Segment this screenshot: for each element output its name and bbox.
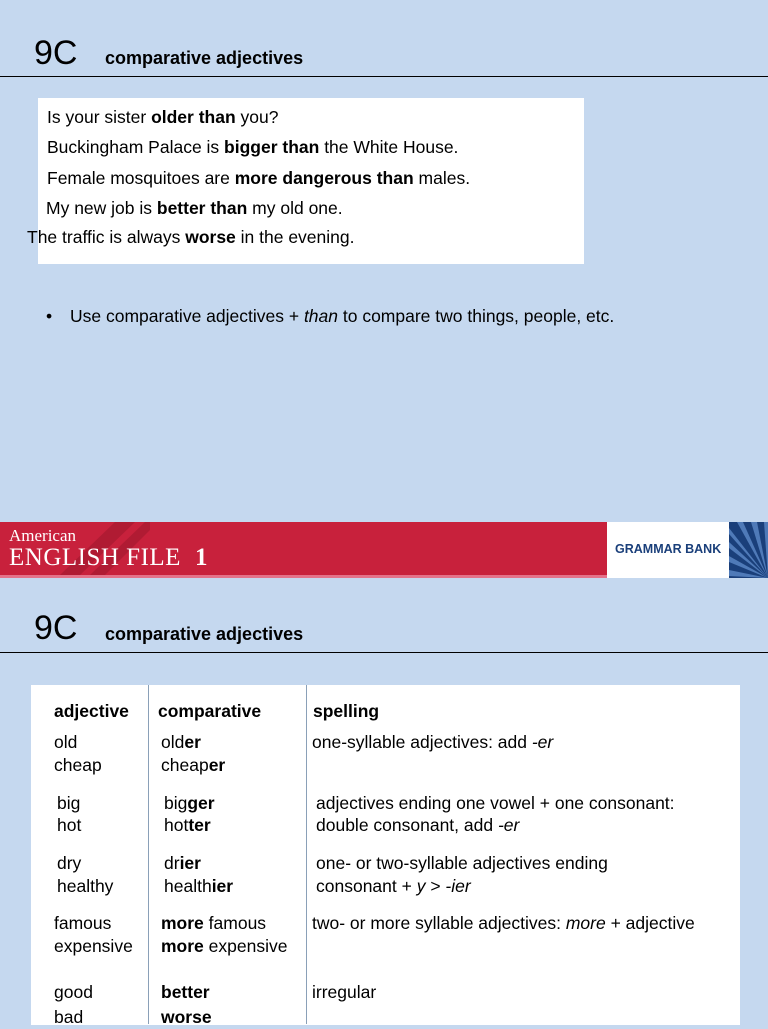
grammar-bank-tab [607, 522, 729, 578]
spelling-cell [312, 731, 553, 754]
text-run: double consonant, add [316, 815, 498, 835]
bold-text-run: er [184, 732, 201, 752]
text-run: to compare two things, people, etc. [338, 306, 615, 326]
text-run: consonant + [316, 876, 417, 896]
comparative-cell [161, 981, 210, 1004]
example-sentence [47, 137, 458, 157]
spelling-cell [312, 912, 695, 935]
adjective-cell: bad [54, 1007, 84, 1027]
text-run: you? [235, 107, 279, 127]
text-run: > [425, 876, 446, 896]
text-run: + adjective [605, 913, 695, 933]
section-divider [0, 76, 768, 77]
comparative-cell [161, 1006, 212, 1029]
italic-text-run: -ier [445, 876, 471, 896]
header-spelling: spelling [313, 701, 380, 721]
example-sentence [47, 168, 470, 188]
text-run: big [164, 793, 188, 813]
text-run: health [164, 876, 212, 896]
bullet-marker: • [46, 306, 53, 326]
text-run: one-syllable adjectives: add [312, 732, 532, 752]
banner-blue-corner [729, 522, 768, 578]
brand-american: American [9, 526, 77, 545]
adjective-cell: good [54, 982, 93, 1002]
italic-text-run: y [416, 876, 426, 896]
adjective-cell: healthy [57, 876, 114, 896]
bold-text-run: better [161, 982, 210, 1002]
example-sentence [46, 198, 343, 218]
text-run: expensive [203, 936, 288, 956]
text-run: one- or two-syllable adjectives ending [316, 853, 608, 873]
text-run: the White House. [319, 137, 459, 157]
bold-text-run: older than [151, 107, 236, 127]
italic-text-run: -er [497, 815, 520, 835]
text-run: males. [413, 168, 471, 188]
spelling-cell [316, 852, 608, 875]
header-comparative: comparative [158, 701, 262, 721]
italic-text-run: than [303, 306, 338, 326]
adjective-cell: famous [54, 913, 112, 933]
text-run: My new job is [46, 198, 157, 218]
section-code: 9C [34, 609, 78, 647]
header-adjective: adjective [54, 701, 129, 721]
text-run: dr [164, 853, 180, 873]
bold-text-run: er [208, 755, 226, 775]
comparative-cell [164, 875, 233, 898]
text-run: cheap [161, 755, 209, 775]
bold-text-run: bigger than [224, 137, 320, 157]
comparative-cell [161, 731, 201, 754]
banner-brand-area [0, 522, 607, 575]
text-run: my old one. [247, 198, 343, 218]
text-run: adjectives ending one vowel + one consonant: [316, 793, 675, 813]
text-run: Female mosquitoes are [47, 168, 235, 188]
brand-title [9, 545, 208, 571]
adjective-cell: big [57, 793, 81, 813]
bold-text-run: more [161, 936, 204, 956]
bold-text-run: worse [185, 227, 236, 247]
spelling-cell [312, 981, 376, 1004]
bold-text-run: ier [179, 853, 201, 873]
bold-text-run: better than [156, 198, 248, 218]
adjective-cell: cheap [54, 755, 102, 775]
example-sentence [47, 107, 278, 127]
comparative-cell [161, 935, 287, 958]
bold-text-run: more dangerous than [234, 168, 414, 188]
text-run: The traffic is always [27, 227, 186, 247]
text-run: old [161, 732, 185, 752]
spelling-cell [316, 792, 675, 815]
section-code: 9C [34, 34, 78, 72]
text-run: irregular [312, 982, 377, 1002]
brand-english-file: ENGLISH FILE [9, 544, 181, 571]
text-run: Use comparative adjectives + [70, 306, 304, 326]
adjective-cell: expensive [54, 936, 133, 956]
column-divider [148, 685, 149, 1024]
bold-text-run: ger [187, 793, 215, 813]
section-title: comparative adjectives [105, 624, 304, 644]
bold-text-run: ier [211, 876, 234, 896]
grammar-bank-label: GRAMMAR BANK [615, 542, 722, 556]
sunburst-icon [729, 522, 768, 578]
bold-text-run: worse [161, 1007, 212, 1027]
section-divider [0, 652, 768, 653]
section-title: comparative adjectives [105, 48, 304, 68]
text-run: Buckingham Palace is [47, 137, 225, 157]
column-divider [306, 685, 307, 1024]
spelling-cell [316, 875, 471, 898]
brand-level: 1 [194, 544, 208, 571]
italic-text-run: -er [531, 732, 554, 752]
comparative-cell [161, 912, 266, 935]
banner-accent-line [0, 575, 607, 578]
text-run: in the evening. [235, 227, 355, 247]
adjective-cell: hot [57, 815, 82, 835]
adjective-cell: dry [57, 853, 82, 873]
comparative-cell [164, 792, 215, 815]
text-run: famous [203, 913, 267, 933]
example-sentence [27, 227, 354, 247]
bold-text-run: ter [188, 815, 211, 835]
text-run: hot [164, 815, 189, 835]
rule-bullet [70, 306, 614, 326]
adjective-cell: old [54, 732, 78, 752]
text-run: two- or more syllable adjectives: [312, 913, 566, 933]
comparative-cell [161, 754, 225, 777]
course-banner [0, 522, 768, 578]
bold-text-run: more [161, 913, 204, 933]
comparative-cell [164, 814, 211, 837]
comparative-cell [164, 852, 201, 875]
italic-text-run: more [565, 913, 606, 933]
spelling-cell [316, 814, 519, 837]
text-run: Is your sister [47, 107, 152, 127]
